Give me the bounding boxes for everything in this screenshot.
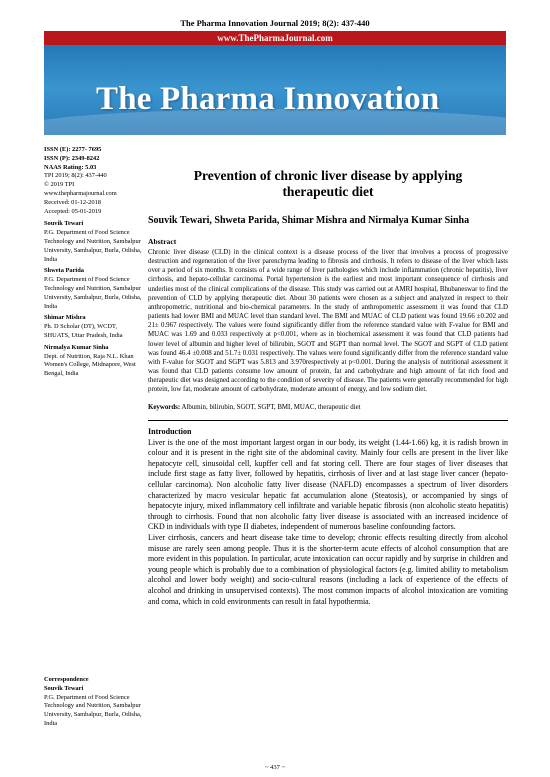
author-list: Souvik Tewari, Shweta Parida, Shimar Mishra and Nirmalya Kumar Sinha <box>148 215 470 226</box>
meta-website[interactable]: www.thepharmajournal.com <box>44 189 117 197</box>
correspondence-text: P.G. Department of Food Science Technology and Nutrition, Sambalpur University, Sambalpur, Burla, Odisha, India <box>44 693 142 727</box>
meta-received: Received: 01-12-2018 <box>44 198 101 206</box>
main-column <box>148 168 508 607</box>
affiliation-text: Dept. of Nutrition, Raja N.L. Khan Women's College, Midnapore, West Bengal, India <box>44 352 136 378</box>
running-head: The Pharma Innovation Journal 2019; 8(2): 437-440 <box>180 18 370 28</box>
section-divider <box>148 420 508 421</box>
affiliation-name: Nirmalya Kumar Sinha <box>44 343 109 351</box>
affiliation-name: Shweta Parida <box>44 267 84 275</box>
meta-volume: TPI 2019; 8(2): 437-440 <box>44 172 107 180</box>
left-sidebar <box>44 146 144 379</box>
keywords-label: Keywords: <box>148 403 181 411</box>
affiliation-name: Shimar Mishra <box>44 314 86 322</box>
affiliation-text: Ph. D Scholar (DT), WCDT, SHUATS, Uttar Pradesh, India <box>44 323 123 339</box>
meta-copyright: © 2019 TPI <box>44 181 75 189</box>
affiliation-text: P.G. Department of Food Science Technology and Nutrition, Sambalpur University, Sambalpur, Burla, Odisha, India <box>44 229 142 263</box>
meta-naas: NAAS Rating: 5.03 <box>44 163 97 171</box>
meta-accepted: Accepted: 05-01-2019 <box>44 207 102 215</box>
meta-issn-e: ISSN (E): 2277- 7695 <box>44 146 102 153</box>
journal-url[interactable]: www.ThePharmaJournal.com <box>44 31 506 45</box>
affiliation <box>44 220 144 379</box>
introduction-paragraph: Liver is the one of the most important largest organ in our body, its weight (1.44-1.66) kg, it is radish brown in colour and it is present in the right site of the abdominal cavity. Mainly four cells are present in the liver like hepatocyte cell, sinusoidal cell, kupffer cell and fat storing cell. There are four stages of liver diseases that include first stage as fatty liver, followed by hepatitis, cirrhosis of liver and at last stage liver cancer (hepato-cellular carcinoma). Non alcoholic fatty liver disease (NAFLD) encompasses a spectrum of liver disorders characterized by macro vesicular hepatic fat accumulation alone (Steatosis), or accompanied by sings of hepatocyte injury, mixed inflammatory cell infiltrate and variable hepatic fibrosis (non alcoholic steato hepatitis) through to cirrhosis. Found that non alcoholic fatty liver disease is associated with an increased incidence of CKD in individuals with type II diabetes, independent of numerous baseline confounding factors. <box>148 437 508 532</box>
introduction-paragraph: Liver cirrhosis, cancers and heart disease take time to develop; chronic effects resulting directly from alcohol misuse are rarely seen among people. Thus it is the shorter-term acute effects of alcohol consumption that are more evident in this population. In particular, acute intoxication can occur rapidly and by surprise in children and young people which is probably due to a combination of physiological factors (e.g. limited ability to metabolism alcohol and lower body weight) and socio-cultural reasons (including a lack of experience of the effects of alcohol and drinking in unsupervised contexts). The most common impacts of alcohol intoxication are vomiting and coma, which in cold environments can result in fatal hypothermia. <box>148 533 508 606</box>
journal-meta <box>44 146 144 216</box>
meta-issn-p: ISSN (P): 2349-8242 <box>44 154 100 162</box>
correspondence-heading: Correspondence <box>44 676 89 683</box>
abstract-heading: Abstract <box>148 237 177 246</box>
abstract-text: Chronic liver disease (CLD) in the clinical context is a disease process of the liver that involves a process of progressive destruction and regeneration of the liver parenchyma leading to fibrosis and cirrhosis. It refers to disease of the liver which lasts over a period of six months. It consists of a wide range of liver pathologies which include inflammation (chronic hepatitis), liver cirrhosis, and hepato-cellular carcinoma. Portal hypertension is the earliest and most important consequence of cirrhosis and underlies most of the clinical complications of the disease. This study was carried out at AMRI hospital, Bhubaneswar to find the prevention of CLD by applying therapeutic diet. About 30 patients were chosen as a subject and analyzed in respect to their anthropometric, nutritional and bio-chemical parameters. In the study of anthropometric assessment it was found that CLD patients had lower BMI and MUAC level than standard level. The BMI and MUAC of CLD patient was found 19.66 ±0.202 and 21± 0.967 respectively. The values were found significantly differ from the reference standard value with F-value for BMI and MUAC was 1.69 and 0.033 respectively at p<0.001, where as in biochemical assessment it was found that CLD patients had lower level of albumin and higher level of bilirubin, SGOT and SGPT than normal level. The SGOT and SGPT of CLD patient was found 46.4 ±0.008 and 51.7± 0.031 respectively. The values were found significantly differ from the reference standard value with F-value for SGOT and SGPT was 5.813 and 3.970respectively at p<0.001. During the analysis of nutritional assessment it was found that CLD patients consume low amount of protein, fat and carbohydrate and high amount of fat rich food and therapeutic diet was designed according to the condition of severity of disease. The patients were generally recommended for high protein, low fat, moderate amount of carbohydrate, moderate amount of energy, and low sodium diet. <box>148 249 508 394</box>
correspondence-block <box>44 676 144 729</box>
journal-banner <box>44 31 506 135</box>
journal-title: The Pharma Innovation <box>96 81 440 117</box>
correspondence-name: Souvik Tewari <box>44 684 84 692</box>
introduction-heading: Introduction <box>148 426 192 436</box>
affiliation-text: P.G. Department of Food Science Technology and Nutrition, Sambalpur University, Sambalpur, Burla, Odisha, India <box>44 276 142 310</box>
affiliation-name: Souvik Tewari <box>44 220 84 228</box>
keywords-text: Albumin, bilirubin, SGOT, SGPT, BMI, MUAC, therapeutic diet <box>181 403 361 411</box>
paper-title: Prevention of chronic liver disease by applying therapeutic diet <box>193 168 463 199</box>
keywords <box>148 403 508 412</box>
page-number: ~ 437 ~ <box>264 764 286 771</box>
